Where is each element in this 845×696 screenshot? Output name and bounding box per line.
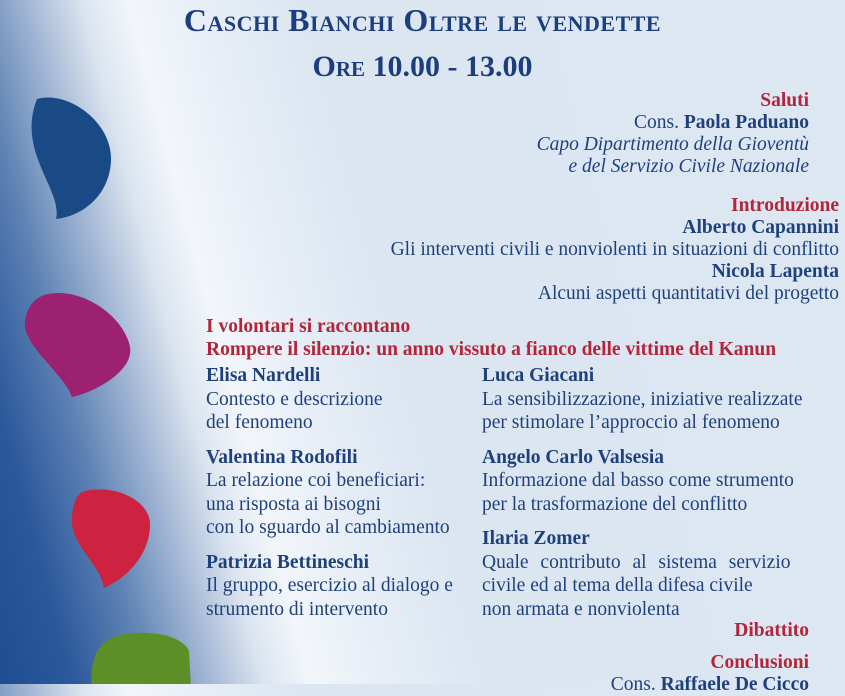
speaker-entry	[482, 527, 844, 621]
speaker-topic-line: La sensibilizzazione, iniziative realizzate	[482, 388, 803, 410]
speaker-entry	[482, 364, 844, 435]
speaker-entry	[206, 446, 468, 540]
magenta-petal-icon	[25, 293, 130, 397]
speaker-topic-line: per la trasformazione del conflitto	[482, 493, 748, 515]
speaker-name: Elisa Nardelli	[206, 365, 321, 386]
speaker-topic-line: Informazione dal basso come strumento	[482, 470, 794, 491]
speaker-topic-line: Il gruppo, esercizio al dialogo e	[206, 575, 453, 596]
speaker-topic-line: non armata e nonviolenta	[482, 598, 680, 620]
speaker-topic-line: La relazione coi beneficiari:	[206, 470, 426, 491]
speaker-topic: Gli interventi civili e nonviolenti in situazioni di conflitto	[390, 239, 839, 260]
introduzione-block	[391, 195, 845, 305]
speaker-entry	[482, 446, 844, 517]
conclusioni-block	[611, 652, 845, 696]
speaker-name: Raffaele De Cicco	[660, 674, 809, 695]
introduzione-heading: Introduzione	[731, 195, 839, 216]
dibattito-heading: Dibattito	[734, 620, 809, 641]
speaker-name: Luca Giacani	[482, 365, 595, 386]
blue-petal-icon	[32, 97, 111, 219]
red-petal-icon	[72, 489, 150, 588]
saluti-block	[537, 90, 845, 178]
speaker-entry	[206, 551, 468, 622]
speaker-name: Alberto Capannini	[682, 217, 839, 238]
speaker-name: Ilaria Zomer	[482, 528, 590, 549]
speaker-topic-line: con lo sguardo al cambiamento	[206, 517, 450, 538]
dibattito-block	[734, 620, 845, 642]
green-petal-icon	[91, 633, 191, 684]
speaker-topic-line: per stimolare l’approccio al fenomeno	[482, 412, 780, 433]
volontari-subheading: Rompere il silenzio: un anno vissuto a fianco delle vittime del Kanun	[206, 339, 777, 360]
event-time: Ore 10.00 - 13.00	[312, 50, 533, 83]
conclusioni-heading: Conclusioni	[710, 652, 809, 673]
speaker-name: Nicola Lapenta	[711, 261, 839, 282]
speaker-title-prefix: Cons.	[633, 112, 684, 133]
speaker-topic-line: del fenomeno	[206, 412, 313, 433]
speaker-topic-line: una risposta ai bisogni	[206, 493, 381, 515]
speakers-right-column	[482, 364, 844, 621]
speaker-name: Paola Paduano	[683, 112, 809, 133]
conclusioni-speaker	[611, 674, 809, 696]
speaker-topic-line: Contesto e descrizione	[206, 388, 383, 410]
speaker-name: Patrizia Bettineschi	[206, 551, 369, 573]
speaker-name: Valentina Rodofili	[206, 446, 358, 468]
speakers-left-column	[206, 364, 468, 621]
speaker-topic: Alcuni aspetti quantitativi del progetto	[537, 283, 839, 304]
saluti-speaker	[537, 112, 809, 134]
speaker-name: Angelo Carlo Valsesia	[482, 446, 665, 468]
speaker-topic-line: Quale contributo al sistema servizio	[482, 551, 791, 573]
volontari-heading-block	[206, 315, 776, 361]
speaker-topic-line: strumento di intervento	[206, 598, 388, 620]
speaker-title-prefix: Cons.	[610, 674, 661, 695]
speaker-role-line: Capo Dipartimento della Gioventù	[536, 134, 809, 155]
speaker-role-line: e del Servizio Civile Nazionale	[568, 156, 809, 177]
volontari-heading: I volontari si raccontano	[206, 316, 411, 337]
saluti-heading: Saluti	[760, 90, 809, 111]
event-title: Caschi Bianchi Oltre le vendette	[183, 2, 662, 38]
speakers-columns	[206, 364, 844, 621]
speaker-topic-line: civile ed al tema della difesa civile	[482, 575, 753, 596]
speaker-entry	[206, 364, 468, 435]
